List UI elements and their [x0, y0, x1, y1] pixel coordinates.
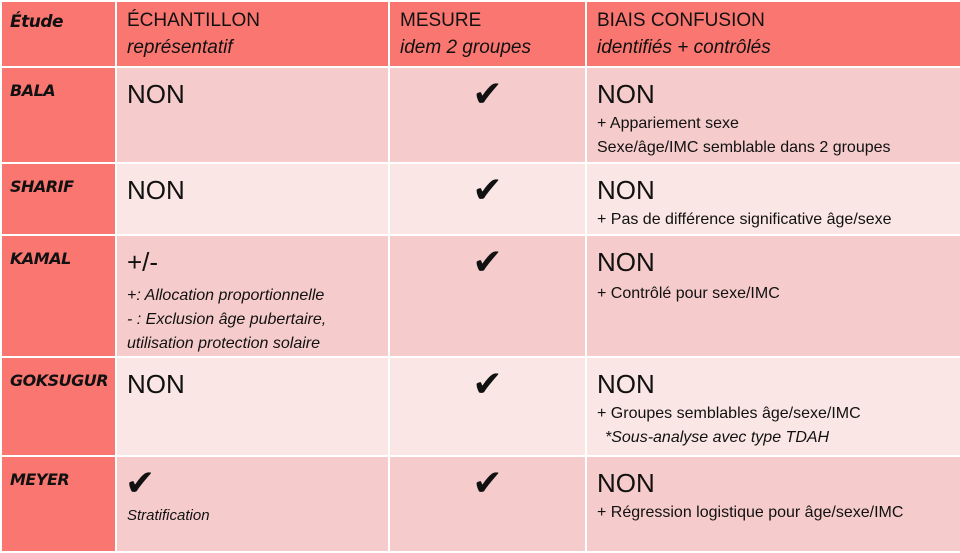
bias-note: + Groupes semblables âge/sexe/IMC — [597, 405, 861, 422]
study-name: GOKSUGUR — [10, 371, 109, 390]
table-row — [1, 357, 960, 456]
checkmark-icon: ✔ — [472, 242, 503, 283]
checkmark-icon: ✔ — [472, 170, 503, 211]
sample-note: - : Exclusion âge pubertaire, — [127, 311, 327, 328]
header-measure-subtitle: idem 2 groupes — [400, 37, 531, 58]
study-cell — [1, 67, 116, 163]
header-row — [1, 1, 960, 67]
measure-cell — [389, 67, 586, 163]
study-name: MEYER — [10, 470, 70, 489]
bias-value: NON — [597, 369, 655, 399]
bias-cell — [586, 235, 960, 357]
sample-value: NON — [127, 79, 185, 109]
sample-value: NON — [127, 369, 185, 399]
bias-note: + Pas de différence significative âge/sexe — [597, 211, 892, 228]
header-sample-subtitle: représentatif — [127, 37, 233, 58]
sample-cell — [116, 67, 389, 163]
header-study-label: Étude — [10, 12, 64, 32]
bias-note: *Sous-analyse avec type TDAH — [605, 429, 830, 446]
table-row — [1, 163, 960, 235]
sample-note: +: Allocation proportionnelle — [127, 287, 325, 304]
bias-note: + Contrôlé pour sexe/IMC — [597, 285, 780, 302]
table-row — [1, 67, 960, 163]
measure-cell — [389, 235, 586, 357]
measure-cell — [389, 357, 586, 456]
checkmark-icon: ✔ — [125, 463, 156, 504]
study-name: BALA — [10, 81, 56, 100]
bias-note: + Appariement sexe — [597, 115, 739, 132]
study-name: SHARIF — [10, 177, 74, 196]
table-row — [1, 235, 960, 357]
study-cell — [1, 163, 116, 235]
checkmark-icon: ✔ — [472, 364, 503, 405]
bias-cell — [586, 67, 960, 163]
sample-value: +/- — [127, 247, 159, 277]
sample-cell — [116, 163, 389, 235]
bias-cell — [586, 456, 960, 552]
bias-note: + Régression logistique pour âge/sexe/IMC — [597, 504, 904, 521]
table-row — [1, 456, 960, 552]
header-study-cell — [1, 1, 116, 67]
sample-cell — [116, 456, 389, 552]
checkmark-icon: ✔ — [472, 463, 503, 504]
sample-cell — [116, 235, 389, 357]
header-bias-title: BIAIS CONFUSION — [597, 10, 765, 31]
study-cell — [1, 235, 116, 357]
checkmark-icon: ✔ — [472, 74, 503, 115]
header-sample-cell — [116, 1, 389, 67]
study-name: KAMAL — [10, 249, 71, 268]
bias-cell — [586, 357, 960, 456]
study-cell — [1, 456, 116, 552]
sample-value: NON — [127, 175, 185, 205]
header-measure-title: MESURE — [400, 10, 482, 31]
bias-value: NON — [597, 79, 655, 109]
bias-value: NON — [597, 468, 655, 498]
bias-cell — [586, 163, 960, 235]
header-sample-title: ÉCHANTILLON — [127, 10, 261, 31]
measure-cell — [389, 163, 586, 235]
sample-note: Stratification — [127, 507, 210, 524]
header-bias-cell — [586, 1, 960, 67]
header-bias-subtitle: identifiés + contrôlés — [597, 37, 771, 58]
bias-value: NON — [597, 175, 655, 205]
measure-cell — [389, 456, 586, 552]
study-cell — [1, 357, 116, 456]
bias-value: NON — [597, 247, 655, 277]
sample-note: utilisation protection solaire — [127, 335, 320, 352]
bias-note: Sexe/âge/IMC semblable dans 2 groupes — [597, 139, 891, 156]
sample-cell — [116, 357, 389, 456]
header-measure-cell — [389, 1, 586, 67]
